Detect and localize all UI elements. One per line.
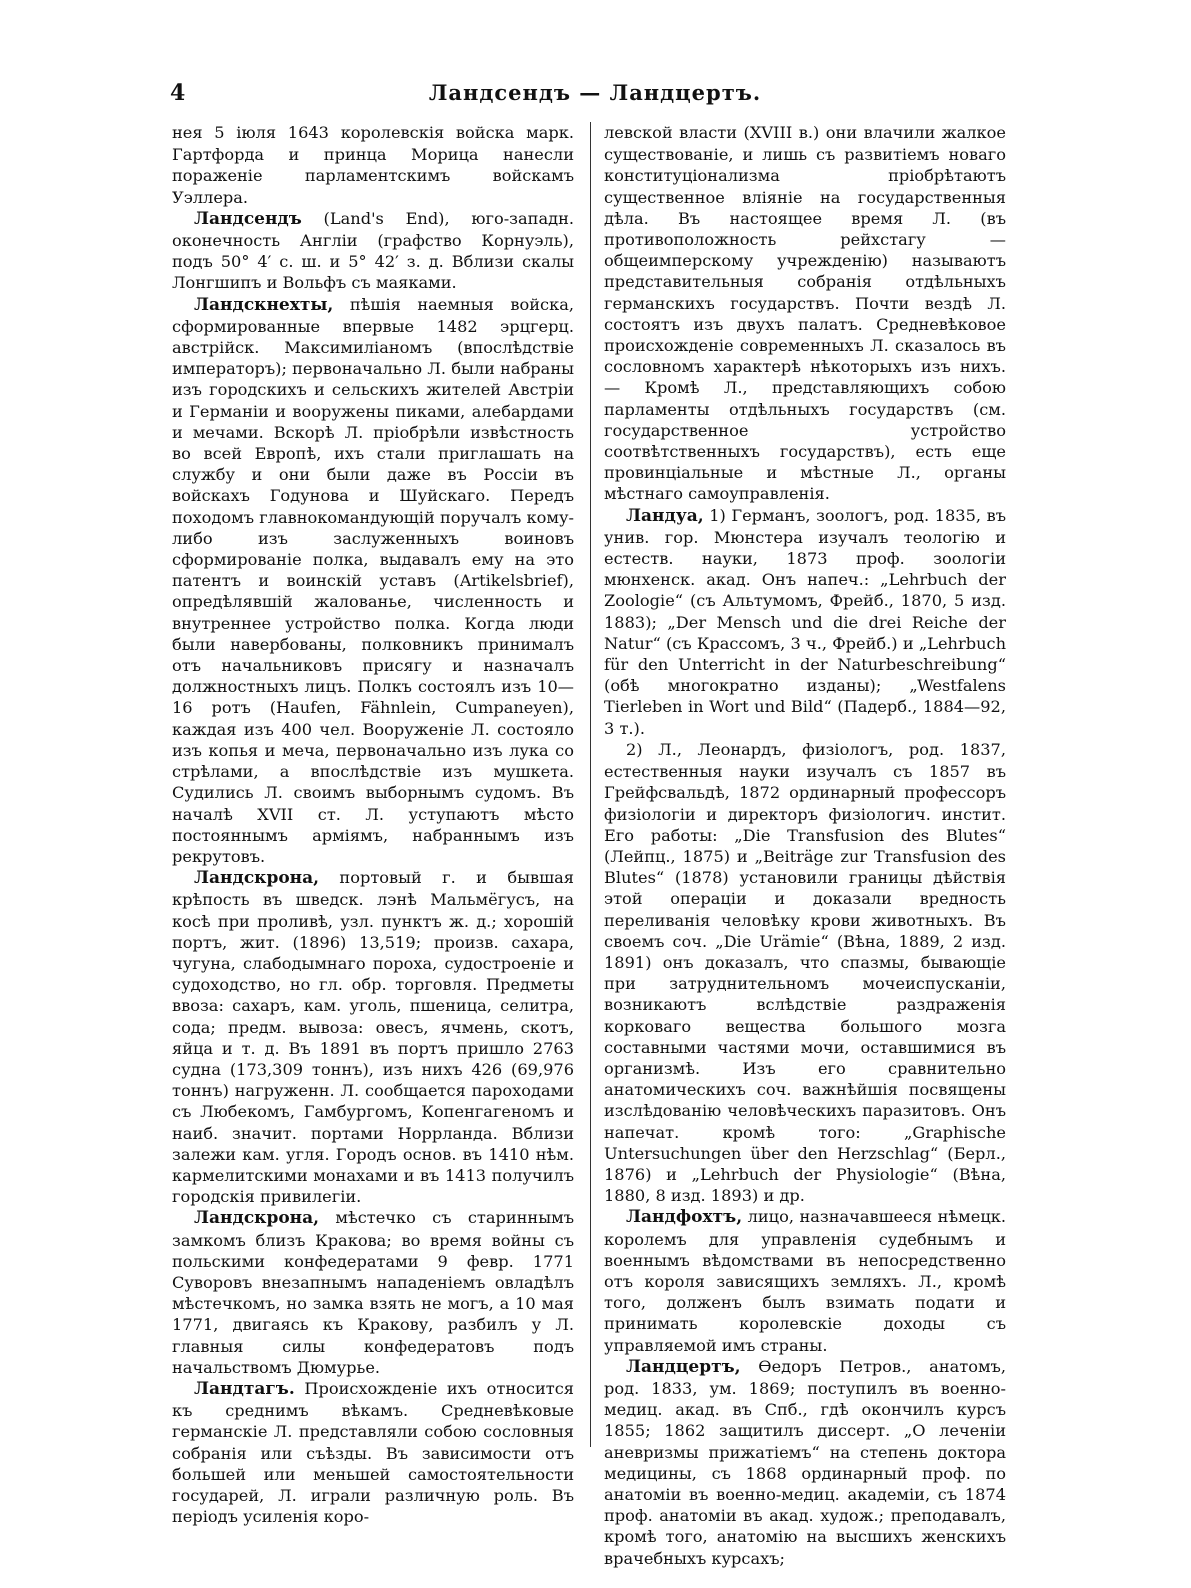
article-text: лицо, назначавшееся нѣмецк. королемъ для управленія судебнымъ и военнымъ вѣдомствами въ непосредственно отъ короля зависящихъ земляхъ. Л., кромѣ того, долженъ былъ взимать подати и принимать королевскіе доходы съ управляемой имъ страны. (604, 1207, 1006, 1355)
headword: Ландуа, (626, 505, 704, 526)
headword: Ландскнехты, (194, 294, 334, 315)
headword: Ландскрона, (194, 1208, 320, 1229)
article-paragraph (172, 867, 574, 1207)
page-number: 4 (170, 80, 186, 106)
article-paragraph (172, 1207, 574, 1378)
headword: Ландтагъ. (194, 1378, 295, 1399)
headword: Ландскрона, (194, 868, 320, 889)
headword: Ландфохтъ, (626, 1207, 743, 1228)
article-text: левской власти (XVIII в.) они влачили жалкое существованіе, и лишь съ развитіемъ новаго конституціонализма пріобрѣтаютъ существенное вліяніе на государственныя дѣла. Въ настоящее время Л. (въ противоположность рейхстагу — общеимперскому учрежденію) называютъ представительныя собранія отдѣльныхъ германскихъ государствъ. Почти вездѣ Л. состоятъ изъ двухъ палатъ. Средневѣковое происхожденіе современныхъ Л. сказалось въ сословномъ характерѣ нѣкоторыхъ изъ нихъ. — Кромѣ Л., представляющихъ собою парламенты отдѣльныхъ государствъ (см. государственное устройство соотвѣтственныхъ государствъ), есть еще провинціальные и мѣстные Л., органы мѣстнаго самоуправленія. (604, 123, 1006, 504)
article-paragraph (604, 1206, 1006, 1355)
article-paragraph (604, 739, 1006, 1206)
article-paragraph (604, 122, 1006, 505)
article-text: Происхожденіе ихъ относится къ среднимъ вѣкамъ. Средневѣковые германскіе Л. представляли собою сословныя собранія или съѣзды. Въ зависимости отъ большей или меньшей самостоятельности государей, Л. играли различную роль. Въ періодъ усиленія коро- (172, 1378, 574, 1527)
article-text: 2) Л., Леонардъ, физіологъ, род. 1837, естественныя науки изучалъ съ 1857 въ Грейфсвальдѣ, 1872 ординарный профессоръ физіологіи и директоръ физіологич. инстит. Его работы: „Die Transfusion des Blutes“ (Лейпц., 1875) и „Beiträge zur Transfusion des Blutes“ (1878) установили границы дѣйствія этой операціи и доказали вредность переливанія человѣку крови животныхъ. Въ своемъ соч. „Die Urämie“ (Вѣна, 1889, 2 изд. 1891) онъ доказалъ, что спазмы, бывающіе при затруднительномъ мочеиспусканіи, возникаютъ вслѣдствіе раздраженія корковаго вещества большого мозга составными частями мочи, оставшимися въ организмѣ. Изъ его сравнительно анатомическихъ соч. важнѣйшія посвящены изслѣдованію человѣческихъ паразитовъ. Онъ напечат. кромѣ того: „Graphische Untersuchungen über den Herzschlag“ (Берл., 1876) и „Lehrbuch der Physiologie“ (Вѣна, 1880, 8 изд. 1893) и др. (604, 739, 1006, 1206)
article-paragraph (604, 1356, 1006, 1569)
right-column (604, 122, 1006, 1568)
column-divider (590, 122, 591, 1447)
article-paragraph (172, 122, 574, 208)
headword: Ландсендъ (194, 208, 302, 229)
article-text: мѣстечко съ стариннымъ замкомъ близъ Кракова; во время войны съ польскими конфедератами 9 февр. 1771 Суворовъ внезапнымъ нападеніемъ овладѣлъ мѣстечкомъ, но замка взять не могъ, а 10 мая 1771, двигаясь къ Кракову, разбилъ у Л. главныя силы конфедератовъ подъ начальствомъ Дюмурье. (172, 1208, 574, 1377)
article-paragraph (604, 505, 1006, 739)
article-paragraph (172, 1378, 574, 1527)
running-head: Ландсендъ — Ландцертъ. (428, 80, 762, 105)
left-column (172, 122, 574, 1527)
article-text: пѣшія наемныя войска, сформированные впервые 1482 эрцгерц. австрійск. Максимиліаномъ (впослѣдствіе императоръ); первоначально Л. были набраны изъ городскихъ и сельскихъ жителей Австріи и Германіи и вооружены пиками, алебардами и мечами. Вскорѣ Л. пріобрѣли извѣстность во всей Европѣ, ихъ стали приглашать на службу и они были даже въ Россіи въ войскахъ Годунова и Шуйскаго. Передъ походомъ главнокомандующій поручалъ кому-либо изъ заслуженныхъ воиновъ сформированіе полка, выдавалъ ему на это патентъ и воинскій уставъ (Artikelsbrief), опредѣлявшій жалованье, численность и внутреннее устройство полка. Когда люди были навербованы, полковникъ принималъ отъ начальниковъ присягу и назначалъ должностныхъ лицъ. Полкъ состоялъ изъ 10—16 ротъ (Haufen, Fähnlein, Cumpaneyen), каждая изъ 400 чел. Вооруженіе Л. состояло изъ копья и меча, первоначально изъ лука со стрѣлами, а впослѣдствіе изъ мушкета. Судились Л. своимъ выборнымъ судомъ. Въ началѣ XVII ст. Л. уступаютъ мѣсто постояннымъ арміямъ, набраннымъ изъ рекрутовъ. (172, 294, 574, 866)
page-header (170, 80, 1020, 114)
article-text: нея 5 іюля 1643 королевскія войска марк. Гартфорда и принца Морица нанесли пораженіе парламентскимъ войскамъ Уэллера. (172, 123, 574, 207)
article-paragraph (172, 294, 574, 867)
article-text: портовый г. и бывшая крѣпость въ шведск. лэнѣ Мальмёгусъ, на косѣ при проливѣ, узл. пунктъ ж. д.; хорошій портъ, жит. (1896) 13,519; произв. сахара, чугуна, слабодымнаго пороха, судостроеніе и судоходство, но гл. обр. торговля. Предметы ввоза: сахаръ, кам. уголь, пшеница, селитра, сода; предм. вывоза: овесъ, ячмень, скотъ, яйца и т. д. Въ 1891 въ портъ пришло 2763 судна (173,309 тоннъ), изъ нихъ 426 (69,976 тоннъ) нагруженн. Л. сообщается пароходами съ Любекомъ, Гамбургомъ, Копенгагеномъ и наиб. значит. портами Норрланда. Вблизи залежи кам. угля. Городъ основ. въ 1410 нѣм. кармелитскими монахами и въ 1413 получилъ городскія привилегіи. (172, 868, 574, 1207)
article-text: 1) Германъ, зоологъ, род. 1835, въ унив. гор. Мюнстера изучалъ теологію и естеств. науки, 1873 проф. зоологіи мюнхенск. акад. Онъ напеч.: „Lehrbuch der Zoologie“ (съ Альтумомъ, Фрейб., 1870, 5 изд. 1883); „Der Mensch und die drei Reiche der Natur“ (съ Крассомъ, 3 ч., Фрейб.) и „Lehrbuch für den Unterricht in der Naturbeschreibung“ (обѣ многократно изданы); „Westfalens Tierleben in Wort und Bild“ (Падерб., 1884—92, 3 т.). (604, 505, 1006, 738)
headword: Ландцертъ, (626, 1356, 741, 1377)
article-text: Өедоръ Петров., анатомъ, род. 1833, ум. 1869; поступилъ въ военно-медиц. акад. въ Спб., гдѣ окончилъ курсъ 1855; 1862 защитилъ диссерт. „О леченіи аневризмы прижатіемъ“ на степень доктора медицины, съ 1868 ординарный проф. по анатоміи въ военно-медиц. академіи, съ 1874 проф. анатоміи въ акад. худож.; преподавалъ, кромѣ того, анатомію на высшихъ женскихъ врачебныхъ курсахъ; (604, 1356, 1006, 1568)
article-paragraph (172, 208, 574, 294)
article-text: (Land's End), юго-западн. оконечность Англіи (графство Корнуэль), подъ 50° 4′ с. ш. и 5° 42′ з. д. Вблизи скалы Лонгшипъ и Вольфъ съ маяками. (172, 208, 574, 293)
